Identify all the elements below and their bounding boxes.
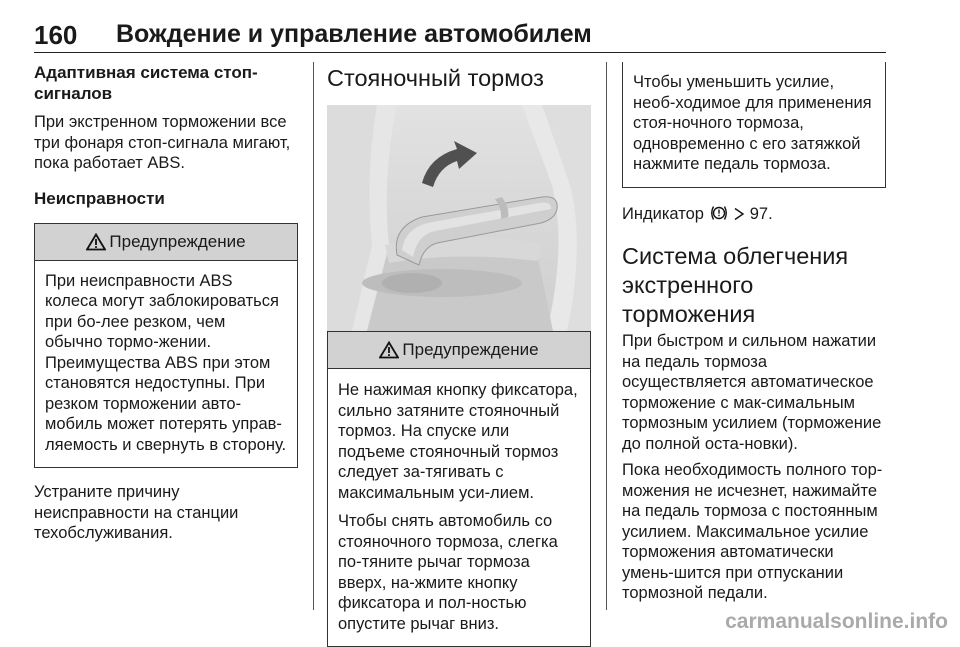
column-middle [327,62,591,647]
warning-title: Предупреждение [109,231,246,251]
brake-indicator-icon [709,204,729,222]
abs-heading: Адаптивная система стоп-сигналов [34,63,258,103]
faults-heading: Неисправности [34,188,165,208]
warning-paragraph-1: Не нажимая кнопку фиксатора, сильно затяните стояночный тормоз. На спуске или подъеме стояночный тормоз следует за-тягивать с максимальным уси-лием. [338,381,578,502]
column-left [34,62,298,544]
warning-text: При неисправности ABS колеса могут заблокироваться при бо-лее резком, чем обычно тормо-жении. Преимущества ABS при этом становятся недоступны. При резком торможении авто-мобиль может потерять управ-ляемость и свернуть в сторону. [45,271,287,454]
page-number: 160 [34,20,78,50]
parking-brake-heading: Стояночный тормоз [327,65,544,91]
warning-header [328,331,590,369]
reduce-effort-text: Чтобы уменьшить усилие, необ-ходимое для применения стоя-ночного тормоза, одновременно с его затяжкой нажмите педаль тормоза. [633,73,872,173]
column-divider-2 [606,62,607,610]
column-divider-1 [313,62,314,610]
abs-text: При экстренном торможении все три фонаря стоп-сигнала мигают, пока работает ABS. [34,113,291,172]
column-right [622,62,886,604]
warning-title: Предупреждение [402,340,539,359]
warning-icon [379,341,399,359]
page-header [34,18,886,53]
service-text: Устраните причину неисправности на станции техобслуживания. [34,483,239,542]
warning-box-parking-brake [327,331,591,647]
warning-header [35,224,297,261]
brake-assist-heading: Система облегчения экстренного торможения [622,243,849,327]
brake-assist-paragraph-1: При быстром и сильном нажатии на педаль тормоза осуществляется автоматическое торможение с мак-симальным тормозным усилием (торможение до полной оста-новки). [622,332,882,453]
indicator-reference [622,204,886,225]
warning-box-abs [34,223,298,469]
page-reference-arrow-icon [733,207,745,221]
chapter-title: Вождение и управление автомобилем [116,20,592,48]
continued-warning-box [622,62,886,188]
indicator-page-ref: 97. [749,204,773,223]
warning-icon [86,233,106,251]
brake-assist-paragraph-2: Пока необходимость полного тор-можения не исчезнет, нажимайте на педаль тормоза с постоянным усилием. Максимальное усилие торможения автоматически умень-шится при отпускании тормозной педали. [622,461,883,602]
watermark: carmanualsonline.info [725,610,948,633]
parking-brake-illustration [327,105,591,331]
indicator-label: Индикатор [622,204,704,223]
warning-paragraph-2: Чтобы снять автомобиль со стояночного тормоза, слегка по-тяните рычаг тормоза вверх, на-жмите кнопку фиксатора и пол-ностью опустите рычаг вниз. [338,512,558,633]
